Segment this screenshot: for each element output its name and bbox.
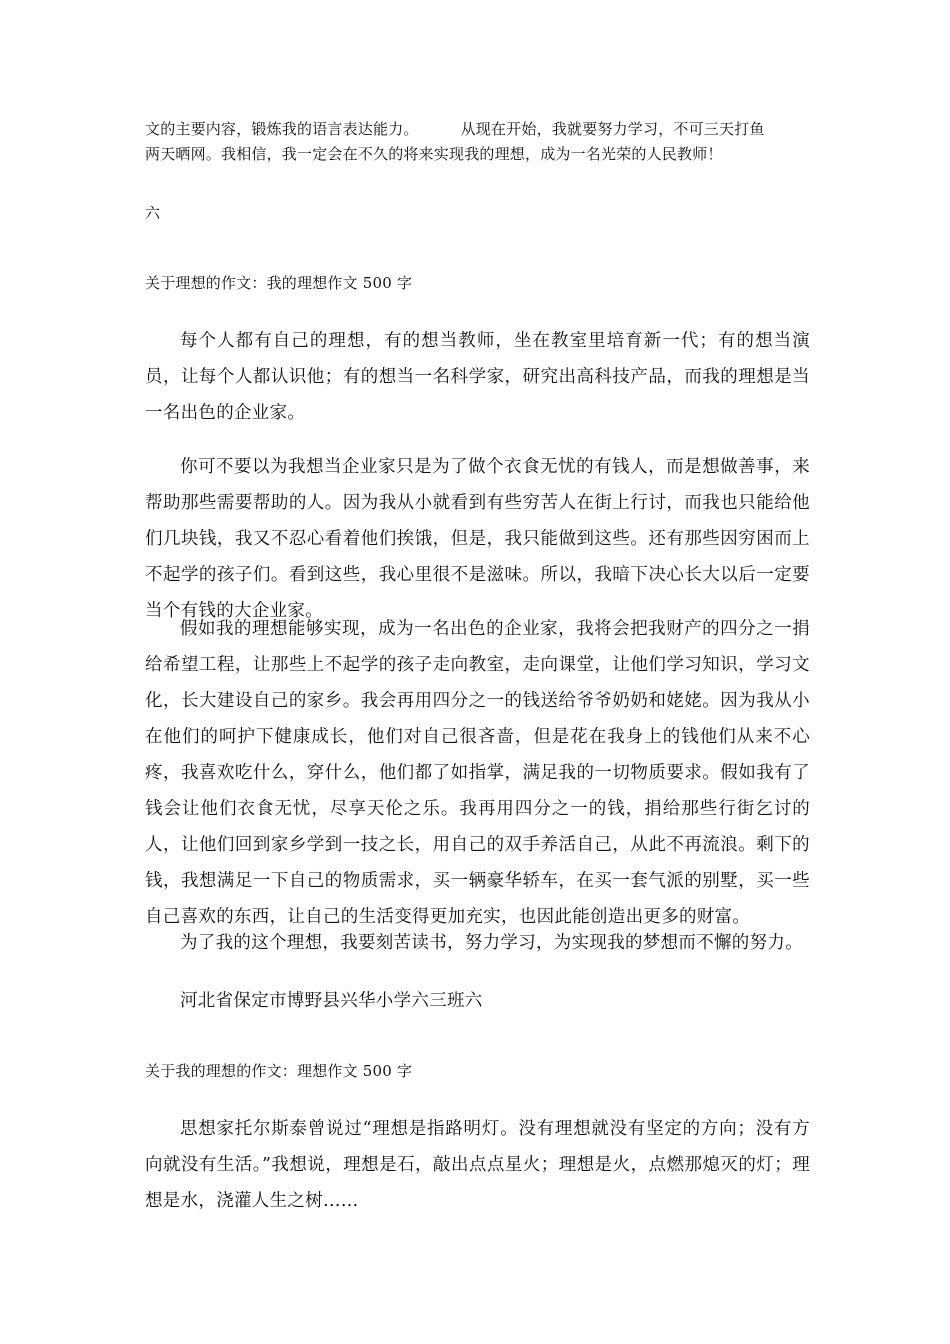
intro-line-1-part-b: 从现在开始，我就要努力学习，不可三天打鱼 (460, 120, 765, 138)
intro-line-2: 两天晒网。我相信，我一定会在不久的将来实现我的理想，成为一名光荣的人民教师！ (145, 145, 723, 163)
essay1-paragraph: 你可不要以为我想当企业家只是为了做个衣食无忧的有钱人，而是想做善事，来帮助那些需要帮助的人。因为我从小就看到有些穷苦人在街上行讨，而我也只能给他们几块钱，我又不忍心看着他们挨饿，但是，我只能做到这些。还有那些因穷困而上不起学的孩子们。看到这些，我心里很不是滋味。所以，我暗下决心长大以后一定要当个有钱的大企业家。 (145, 457, 810, 621)
essay1-paragraph: 假如我的理想能够实现，成为一名出色的企业家，我将会把我财产的四分之一捐给希望工程，让那些上不起学的孩子走向教室，走向课堂，让他们学习知识，学习文化，长大建设自己的家乡。我会再用四分之一的钱送给爷爷奶奶和姥姥。因为我从小在他们的呵护下健康成长，他们对自己很吝啬，但是花在我身上的钱他们从来不心疼，我喜欢吃什么，穿什么，他们都了如指掌，满足我的一切物质要求。假如我有了钱会让他们衣食无忧，尽享天伦之乐。我再用四分之一的钱，捐给那些行街乞讨的人，让他们回到家乡学到一技之长，用自己的双手养活自己，从此不再流浪。剩下的钱，我想满足一下自己的物质需求，买一辆豪华轿车，在买一套气派的别墅，买一些自己喜欢的东西，让自己的生活变得更加充实，也因此能创造出更多的财富。 (145, 619, 810, 927)
essay1-paragraph: 每个人都有自己的理想，有的想当教师，坐在教室里培育新一代；有的想当演员，让每个人都认识他；有的想当一名科学家，研究出高科技产品，而我的理想是当一名出色的企业家。 (145, 331, 810, 423)
essay2-paragraph: 思想家托尔斯泰曾说过“理想是指路明灯。没有理想就没有坚定的方向；没有方向就没有生活。”我想说，理想是石，敲出点点星火；理想是火，点燃那熄灭的灯；理想是水，浇灌人生之树…… (145, 1119, 810, 1211)
essay2-title: 关于我的理想的作文：理想作文 500 字 (145, 1062, 413, 1080)
intro-text (145, 117, 810, 167)
essay1-title: 关于理想的作文：我的理想作文 500 字 (145, 274, 413, 292)
section-marker: 六 (145, 204, 161, 222)
essay1-paragraph: 为了我的这个理想，我要刻苦读书，努力学习，为实现我的梦想而不懈的努力。 (180, 933, 803, 953)
intro-line-1 (145, 117, 810, 142)
essay1-signature: 河北省保定市博野县兴华小学六三班六 (180, 991, 483, 1011)
intro-line-1-part-a: 文的主要内容，锻炼我的语言表达能力。 (145, 120, 419, 138)
